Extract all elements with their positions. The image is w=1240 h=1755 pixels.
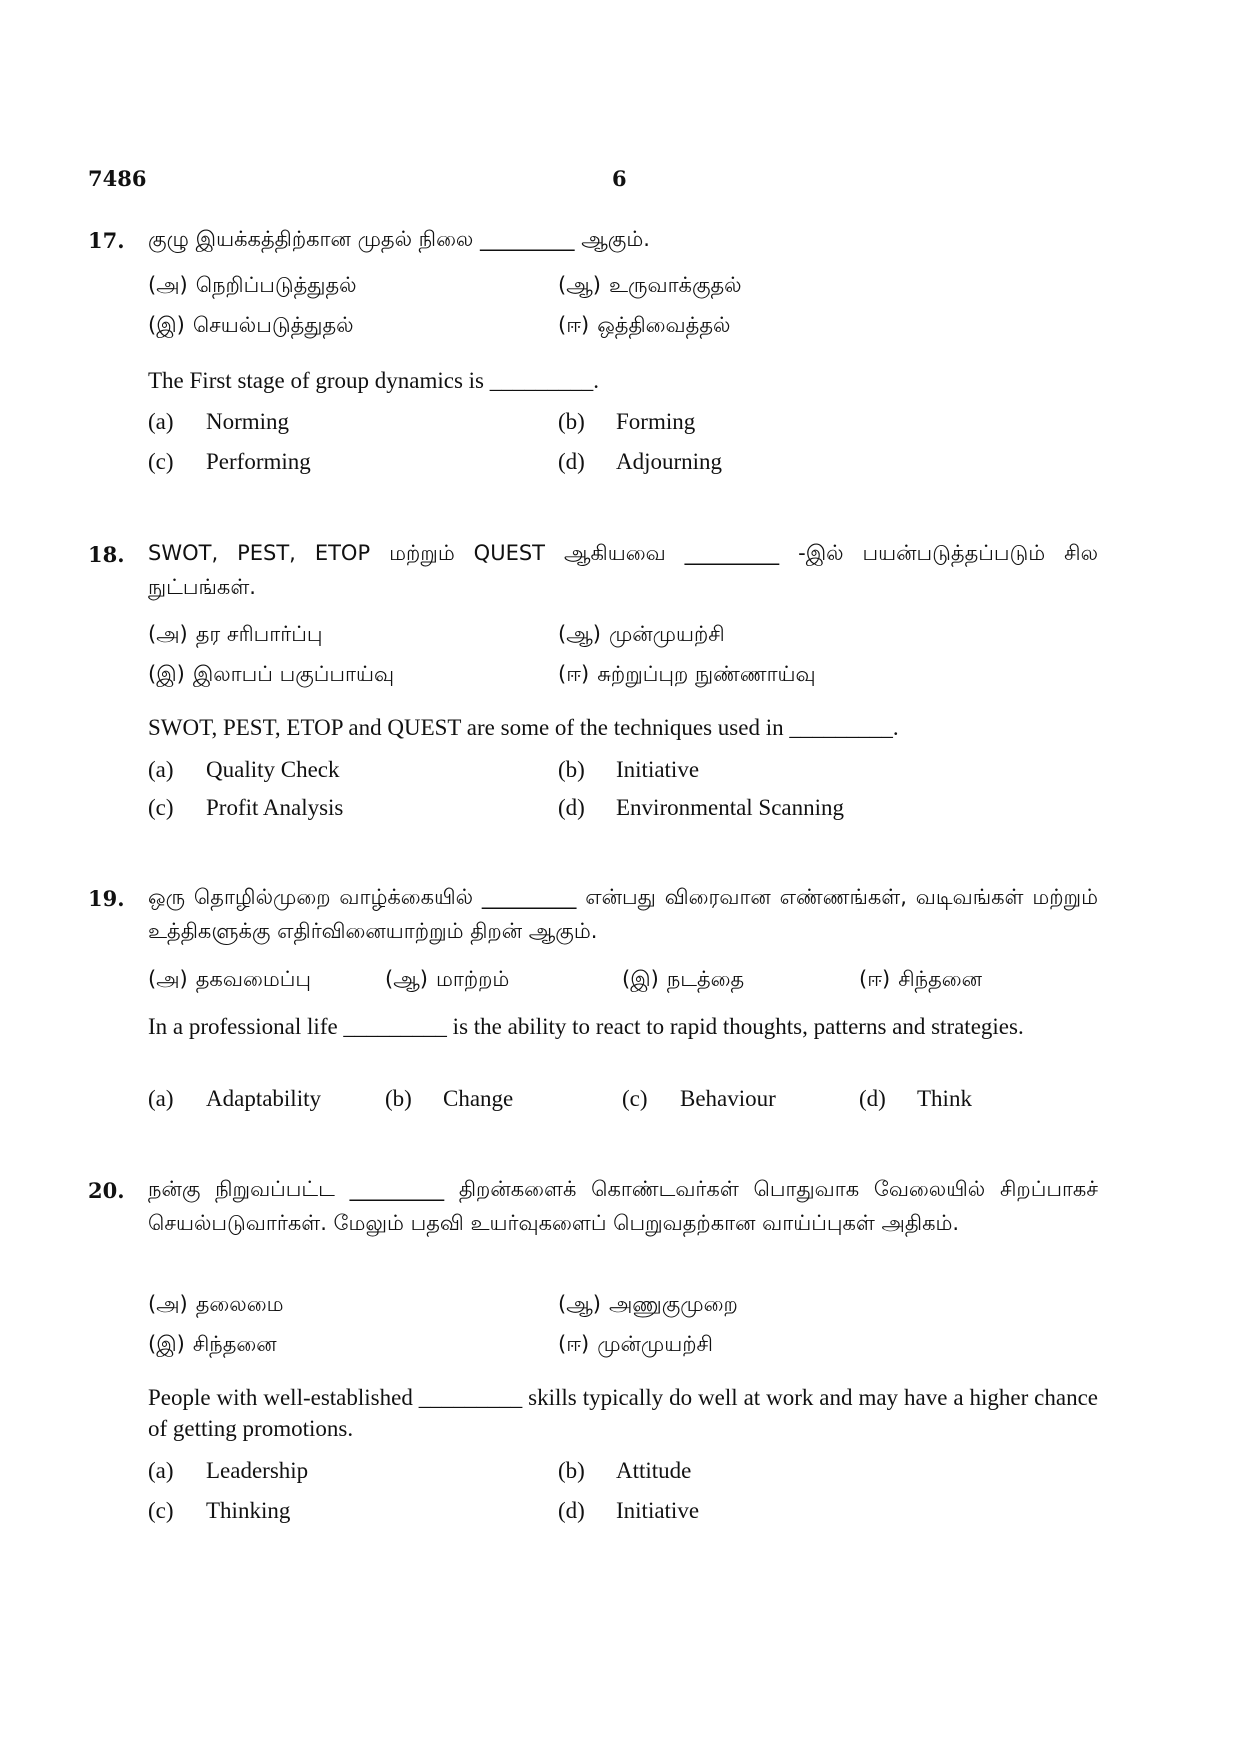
english-options — [148, 406, 1098, 486]
english-option-b: (b) Forming — [558, 409, 696, 434]
tamil-option-3: (இ) நடத்தை — [622, 967, 745, 991]
question-number: 19. — [88, 886, 125, 911]
question-tamil-text: ஒரு தொழில்முறை வாழ்க்கையில் _________ என்பது விரைவான எண்ணங்கள், வடிவங்கள் மற்றும் உத்திகளுக்கு எதிர்வினையாற்றும் திறன் ஆகும். — [148, 885, 1098, 943]
tamil-option-1: (அ) தர சரிபார்ப்பு — [148, 622, 323, 646]
english-options — [148, 1455, 1098, 1535]
tamil-options — [148, 617, 1098, 697]
tamil-option-4: (ஈ) ஒத்திவைத்தல் — [558, 313, 731, 337]
tamil-option-2: (ஆ) உருவாக்குதல் — [558, 273, 742, 297]
question-number: 17. — [88, 228, 125, 253]
question-tamil-text: குழு இயக்கத்திற்கான முதல் நிலை _________ ஆகும். — [148, 227, 650, 251]
tamil-options — [148, 962, 1098, 1002]
question-english-text: People with well-established _________ skills typically do well at work and may have a higher chance of getting promotions. — [148, 1385, 1098, 1441]
question-number: 20. — [88, 1178, 125, 1203]
english-options — [148, 1083, 1098, 1123]
english-option-c: (c) Behaviour — [622, 1086, 776, 1111]
english-option-a: (a) Quality Check — [148, 757, 340, 782]
english-option-b: (b) Initiative — [558, 757, 700, 782]
tamil-option-3: (இ) செயல்படுத்துதல் — [148, 313, 354, 337]
english-option-d: (d) Think — [859, 1086, 972, 1111]
tamil-option-2: (ஆ) முன்முயற்சி — [558, 622, 725, 646]
english-option-a: (a) Adaptability — [148, 1086, 321, 1111]
paper-code: 7486 — [88, 166, 147, 191]
question-english-text: SWOT, PEST, ETOP and QUEST are some of the techniques used in _________. — [148, 715, 899, 740]
question-tamil-text: நன்கு நிறுவப்பட்ட _________ திறன்களைக் கொண்டவர்கள் பொதுவாக வேலையில் சிறப்பாகச் செயல்படுவார்கள். மேலும் பதவி உயர்வுகளைப் பெறுவதற்கான வாய்ப்புகள் அதிகம். — [148, 1177, 1098, 1235]
english-option-d: (d) Adjourning — [558, 449, 723, 474]
tamil-option-4: (ஈ) முன்முயற்சி — [558, 1332, 713, 1356]
english-option-a: (a) Norming — [148, 409, 290, 434]
english-option-d: (d) Initiative — [558, 1498, 700, 1523]
english-option-c: (c) Profit Analysis — [148, 795, 344, 820]
tamil-option-1: (அ) நெறிப்படுத்துதல் — [148, 273, 357, 297]
tamil-option-1: (அ) தகவமைப்பு — [148, 967, 311, 991]
page-number: 6 — [612, 166, 627, 191]
english-options — [148, 754, 1098, 832]
tamil-option-4: (ஈ) சுற்றுப்புற நுண்ணாய்வு — [558, 662, 816, 686]
tamil-option-1: (அ) தலைமை — [148, 1292, 284, 1316]
question-number: 18. — [88, 542, 125, 567]
english-option-b: (b) Change — [385, 1086, 514, 1111]
tamil-option-2: (ஆ) அணுகுமுறை — [558, 1292, 738, 1316]
english-option-a: (a) Leadership — [148, 1458, 309, 1483]
question-english-text: The First stage of group dynamics is _________. — [148, 368, 600, 393]
tamil-option-4: (ஈ) சிந்தனை — [859, 967, 983, 991]
english-option-c: (c) Performing — [148, 449, 311, 474]
question-tamil-text: SWOT, PEST, ETOP மற்றும் QUEST ஆகியவை _________ -இல் பயன்படுத்தப்படும் சில நுட்பங்கள். — [148, 541, 1098, 599]
tamil-option-3: (இ) சிந்தனை — [148, 1332, 277, 1356]
english-option-c: (c) Thinking — [148, 1498, 291, 1523]
question-english-text: In a professional life _________ is the ability to react to rapid thoughts, patterns and strategies. — [148, 1014, 1024, 1039]
english-option-d: (d) Environmental Scanning — [558, 795, 845, 820]
english-option-b: (b) Attitude — [558, 1458, 692, 1483]
tamil-options — [148, 1287, 1098, 1367]
tamil-option-3: (இ) இலாபப் பகுப்பாய்வு — [148, 662, 395, 686]
tamil-options — [148, 268, 1098, 348]
tamil-option-2: (ஆ) மாற்றம் — [385, 967, 510, 991]
